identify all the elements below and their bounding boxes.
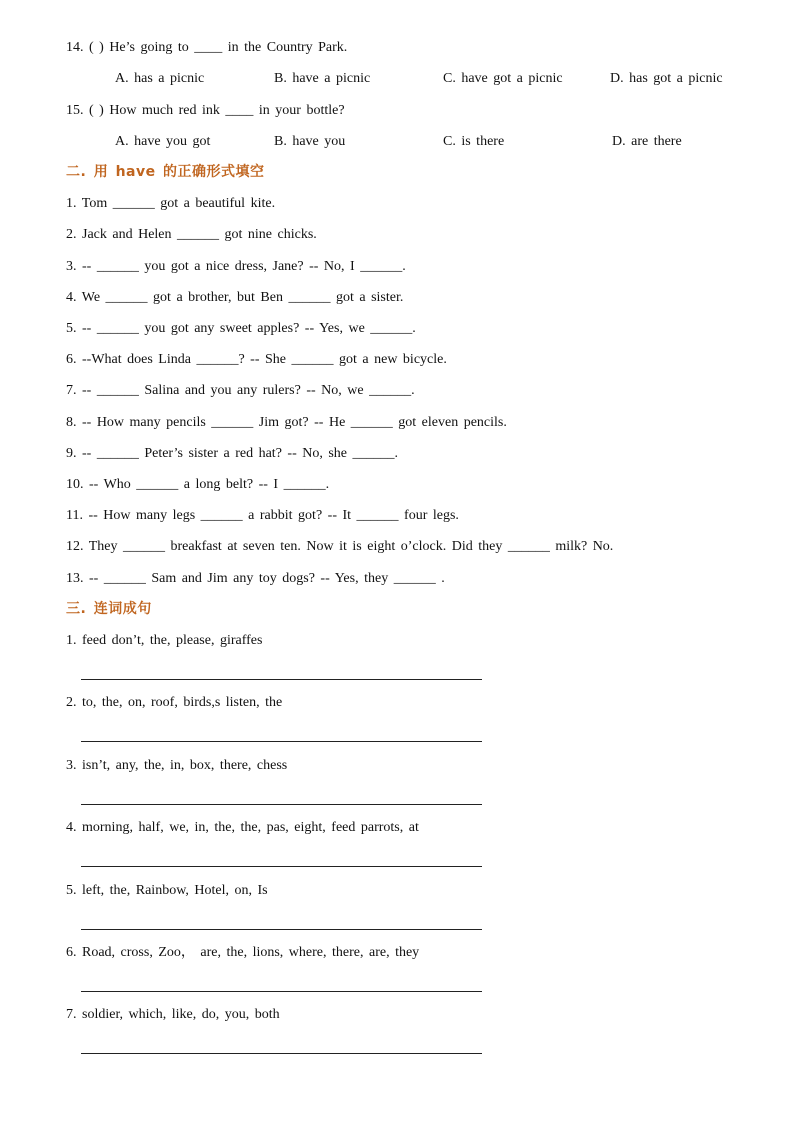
fill-item-5: 5. -- ______ you got any sweet apples? -- Yes, we ______. [66,321,416,336]
order-item-3: 3. isn’t, any, the, in, box, there, chess [66,758,288,773]
answer-line-2[interactable] [81,741,482,742]
option-c: C. have got a picnic [443,71,563,86]
option-b: B. have you [274,134,346,149]
option-a: A. has a picnic [115,71,205,86]
fill-item-6: 6. --What does Linda ______? -- She ______ got a new bicycle. [66,352,447,367]
order-item-5: 5. left, the, Rainbow, Hotel, on, Is [66,883,268,898]
section-3-heading: 三. 连词成句 [66,601,152,617]
answer-line-4[interactable] [81,866,482,867]
fill-item-3: 3. -- ______ you got a nice dress, Jane? -- No, I ______. [66,259,406,274]
option-d: D. has got a picnic [610,71,723,86]
option-a: A. have you got [115,134,211,149]
fill-item-9: 9. -- ______ Peter’s sister a red hat? -- No, she ______. [66,446,399,461]
fill-item-12: 12. They ______ breakfast at seven ten. Now it is eight o’clock. Did they ______ milk? No. [66,539,614,554]
question-15-options [115,133,755,151]
option-d: D. are there [612,134,682,149]
order-item-7: 7. soldier, which, like, do, you, both [66,1007,280,1022]
order-item-2: 2. to, the, on, roof, birds,s listen, the [66,695,283,710]
fill-item-11: 11. -- How many legs ______ a rabbit got? -- It ______ four legs. [66,508,459,523]
answer-line-5[interactable] [81,929,482,930]
answer-line-6[interactable] [81,991,482,992]
option-b: B. have a picnic [274,71,371,86]
question-14-options [115,70,755,88]
fill-item-4: 4. We ______ got a brother, but Ben ______ got a sister. [66,290,404,305]
answer-line-3[interactable] [81,804,482,805]
fill-item-7: 7. -- ______ Salina and you any rulers? -- No, we ______. [66,383,415,398]
order-item-1: 1. feed don’t, the, please, giraffes [66,633,263,648]
fill-item-1: 1. Tom ______ got a beautiful kite. [66,196,276,211]
question-15: 15. ( ) How much red ink ____ in your bottle? [66,103,345,118]
section-2-heading: 二. 用 have 的正确形式填空 [66,164,265,180]
fill-item-8: 8. -- How many pencils ______ Jim got? -- He ______ got eleven pencils. [66,415,507,430]
option-c: C. is there [443,134,505,149]
fill-item-13: 13. -- ______ Sam and Jim any toy dogs? -- Yes, they ______ . [66,571,445,586]
fill-item-2: 2. Jack and Helen ______ got nine chicks. [66,227,317,242]
question-14: 14. ( ) He’s going to ____ in the Country Park. [66,40,348,55]
fill-item-10: 10. -- Who ______ a long belt? -- I ______. [66,477,330,492]
answer-line-7[interactable] [81,1053,482,1054]
answer-line-1[interactable] [81,679,482,680]
order-item-4: 4. morning, half, we, in, the, the, pas, eight, feed parrots, at [66,820,419,835]
order-item-6: 6. Road, cross, Zoo， are, the, lions, where, there, are, they [66,945,420,960]
